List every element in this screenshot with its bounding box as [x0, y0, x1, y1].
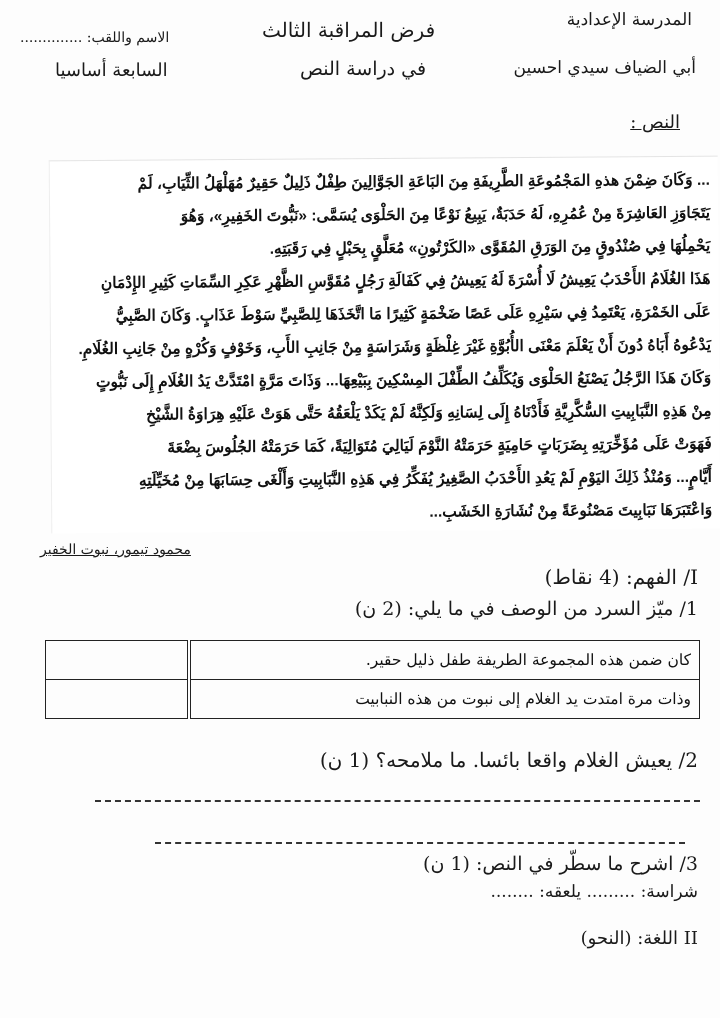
section-language-title: II اللغة: (النحو) [580, 928, 698, 949]
exam-title: فرض المراقبة الثالث [262, 18, 436, 42]
question-1: 1/ ميّز السرد من الوصف في ما يلي: (2 ن) [354, 598, 698, 620]
passage-line: فَهَوَتْ عَلَى مُؤَخِّرَتِهِ بِضَرَبَاتٍ حَامِيَةٍ حَرَمَتْهُ النَّوْمَ لَيَالِيَ مُتَوَالِيَةً، كَمَا حَرَمَتْهُ الجُلُوسَ بِضْعَةَ [167, 435, 712, 457]
grade-level: السابعة أساسيا [55, 60, 168, 81]
answer-cell[interactable] [46, 641, 190, 680]
school-name: المدرسة الإعدادية [566, 10, 692, 30]
question-3: 3/ اشرح ما سطّر في النص: (1 ن) [423, 853, 698, 875]
answer-line[interactable] [95, 800, 700, 802]
passage-line: ... وَكَانَ ضِمْنَ هذهِ المَجْمُوعَةِ الطَّرِيفَةِ مِنَ البَاعَةِ الجَوَّالِينَ طِفْلٌ ذَلِيلٌ حَقِيرٌ مُهَلْهَلُ الثِّيَابِ، لَمْ [137, 171, 710, 193]
question-3-words[interactable]: شراسة: ......... يلعقه: ........ [490, 882, 698, 902]
table-row [46, 680, 700, 719]
answer-line[interactable] [155, 842, 685, 844]
answer-cell[interactable] [46, 680, 190, 719]
passage-line: وَكَانَ هَذَا الرَّجُلُ يَصْنَعُ الحَلْوَى وَيُكَلِّفُ الطِّفْلَ المِسْكِينَ بِبَيْعِهَا... وَذَاتَ مَرَّةٍ امْتَدَّتْ يَدُ الغُلَامِ إِلَى نَبُّوتٍ [95, 369, 712, 392]
question-2: 2/ يعيش الغلام واقعا بائسا. ما ملامحه؟ (1 ن) [319, 748, 698, 772]
table-row [46, 641, 700, 680]
text-heading: النص : [630, 112, 680, 133]
table-cell-sentence: وذات مرة امتدت يد الغلام إلى نبوت من هذه النبابيت [189, 680, 700, 719]
section-comprehension-title: I/ الفهم: (4 نقاط) [544, 565, 698, 589]
passage-line: يَتَجَاوَزِ العَاشِرَةَ مِنْ عُمُرِهِ، لَهُ حَدَبَةٌ، يَبِيعُ نَوْعًا مِنَ الحَلْوَى يُسَمَّى: «نَبُّوتَ الخَفِيرِ»، وَهُوَ [180, 204, 711, 226]
passage-line: يَحْمِلُهَا فِي صُنْدُوقٍ مِنَ الوَرَقِ المُقَوَّى «الكَرْتُونِ» مُعَلَّقٍ بِحَبْلٍ فِي رَقَبَتِهِ. [269, 237, 711, 258]
narration-description-table [45, 640, 700, 719]
table-cell-sentence: كان ضمن هذه المجموعة الطريفة طفل ذليل حقير. [189, 641, 700, 680]
passage-line: مِنْ هَذِهِ النَّبَابِيتِ السُّكَّرِيَّةِ فَأَدْنَاهُ إِلَى لِسَانِهِ وَلَكِنَّهُ لَمْ يَكَدْ يَلْعَقُهُ حَتَّى هَوَتْ عَلَيْهِ هِرَاوَةُ الشَّيْخِ [145, 402, 712, 424]
exam-subject: في دراسة النص [300, 58, 427, 80]
school-location: أبي الضياف سيدي احسين [513, 58, 696, 78]
passage-line: أَيَّامٍ... وَمُنْذُ ذَلِكَ اليَوْمِ لَمْ يَعُدِ الأَحْدَبُ الصَّغِيرُ يُفَكِّرُ فِي هَذِهِ النَّبَابِيتِ وَأَلْغَى حِسَابَهَا مِنْ مُخَيِّلَتِهِ [138, 468, 712, 490]
student-name-field[interactable]: الاسم واللقب: .............. [20, 30, 170, 46]
passage-line: هَذَا الغُلَامُ الأَحْدَبُ يَعِيشُ لَا أُسْرَةَ لَهُ يَعِيشُ فِي كَفَالَةِ رَجُلٍ مُقَوَّسِ الظَّهْرِ عَكِرِ السِّمَاتِ كَثِيرِ الإِدْمَانِ [100, 270, 711, 292]
source-citation: محمود تيمور، نبوت الخفير [40, 542, 191, 558]
passage-box [49, 156, 720, 534]
passage-line: وَاعْتَبَرَهَا نَبَابِيتَ مَصْنُوعَةً مِنْ نُشَارَةِ الخَشَبِ... [429, 501, 713, 521]
passage-line: يَدْعُوهُ أَبَاهُ دُونَ أَنْ يَعْلَمَ مَعْنَى الأُبُوَّةِ غَيْرَ غِلْظَةٍ وَشَرَاسَةٍ مِنْ جَانِبِ الأَبِ، وَخَوْفٍ وَكُرْهٍ مِنْ جَانِبِ الغُلَامِ. [78, 336, 712, 359]
passage-line: عَلَى الخَمْرَةِ، يَعْتَمِدُ فِي سَيْرِهِ عَلَى عَصًا ضَخْمَةٍ كَثِيرًا مَا اتَّخَذَهَا لِلصَّبِيِّ سَوْطَ عَذَابٍ. وَكَانَ الصَّبِيُّ [115, 303, 711, 325]
